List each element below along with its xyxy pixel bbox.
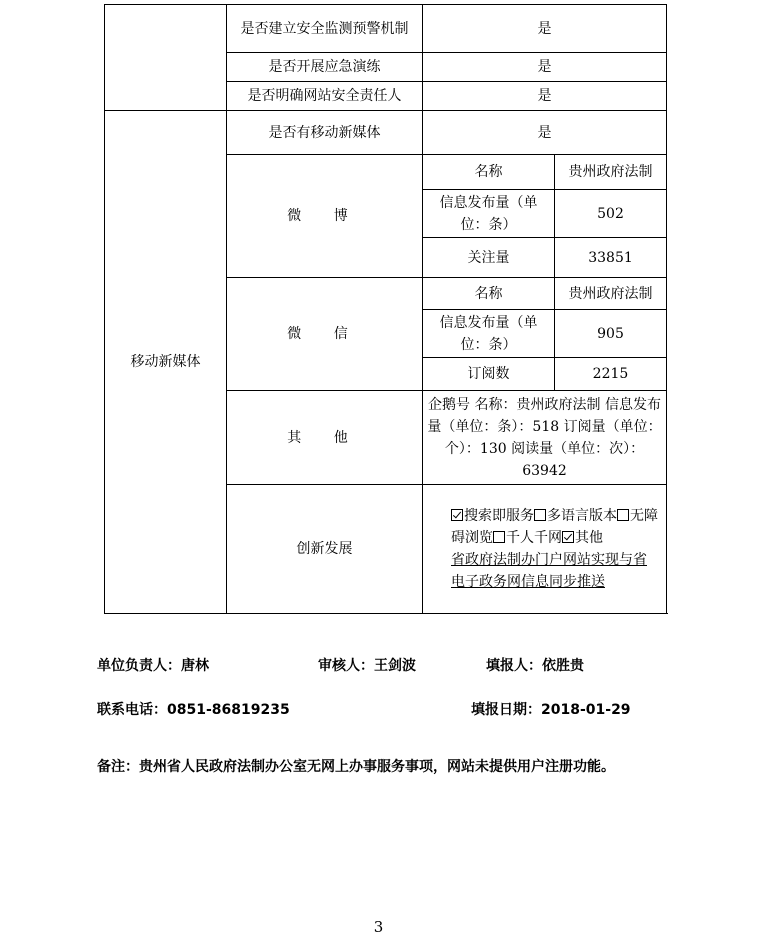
weibo-follow-label: 关注量 [423,238,555,278]
page-number: 3 [373,918,384,936]
contact-phone: 联系电话：0851-86819235 [97,702,290,718]
reviewer: 审核人：王剑波 [318,658,416,674]
innovation-cell [423,485,667,614]
weibo-label: 微 博 [227,155,423,278]
innovation-other-text: 省政府法制办门户网站实现与省电子政务网信息同步推送 [451,552,647,590]
wechat-name-value: 贵州政府法制 [555,278,667,310]
innovation-label: 创新发展 [227,485,423,614]
weibo-posts-value: 502 [555,190,667,238]
report-table [104,4,667,614]
option-other: 其他 [575,530,603,546]
other-media-label: 其 他 [227,391,423,485]
monitoring-label: 是否建立安全监测预警机制 [227,5,423,53]
weibo-follow-value: 33851 [555,238,667,278]
unit-head: 单位负责人：唐林 [97,658,209,674]
mobile-media-label: 移动新媒体 [105,111,227,614]
wechat-name-label: 名称 [423,278,555,310]
weibo-posts-label: 信息发布量（单位：条） [423,190,555,238]
checkbox-search-service[interactable] [451,509,463,521]
option-search-service: 搜索即服务 [464,508,534,524]
wechat-posts-label: 信息发布量（单位：条） [423,310,555,358]
remark-note: 备注：贵州省人民政府法制办公室无网上办事服务事项，网站未提供用户注册功能。 [97,759,615,775]
wechat-subs-value: 2215 [555,358,667,391]
wechat-subs-label: 订阅数 [423,358,555,391]
option-personalized: 千人千网 [506,530,562,546]
fill-date: 填报日期：2018-01-29 [471,702,631,718]
innovation-options [451,505,658,549]
wechat-posts-value: 905 [555,310,667,358]
responsible-value: 是 [423,82,667,111]
wechat-label: 微 信 [227,278,423,391]
checkbox-personalized[interactable] [493,531,505,543]
weibo-name-value: 贵州政府法制 [555,155,667,190]
filler: 填报人：依胜贵 [486,658,584,674]
drill-value: 是 [423,53,667,82]
has-mobile-media-value: 是 [423,111,667,155]
option-accessibility: 无障碍浏览 [451,508,658,546]
drill-label: 是否开展应急演练 [227,53,423,82]
responsible-label: 是否明确网站安全责任人 [227,82,423,111]
has-mobile-media-label: 是否有移动新媒体 [227,111,423,155]
weibo-name-label: 名称 [423,155,555,190]
checkbox-other[interactable] [562,531,574,543]
checkbox-multilingual[interactable] [534,509,546,521]
monitoring-value: 是 [423,5,667,53]
option-multilingual: 多语言版本 [547,508,617,524]
checkbox-accessibility[interactable] [617,509,629,521]
other-media-text: 企鹅号 名称：贵州政府法制 信息发布量（单位：条）：518 订阅量（单位：个）：130 阅读量（单位：次）：63942 [423,391,667,485]
security-section-cell [105,5,227,111]
